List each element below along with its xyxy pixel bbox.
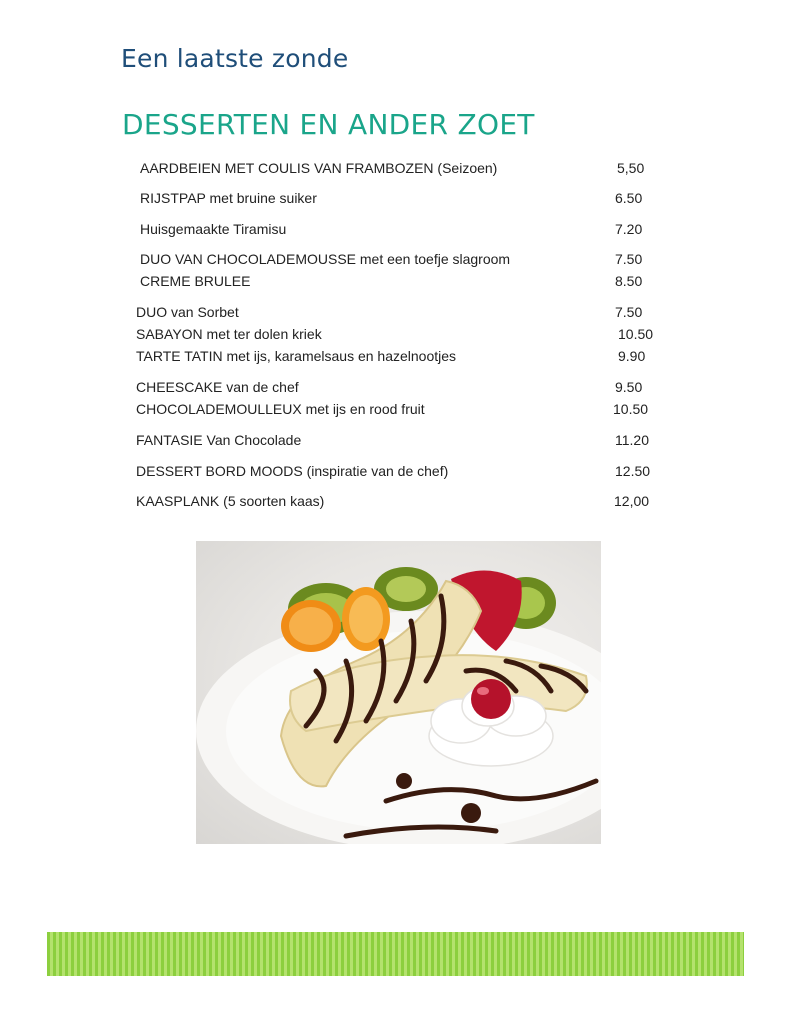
menu-item-name: RIJSTPAP met bruine suiker bbox=[140, 190, 317, 206]
menu-item-name: CREME BRULEE bbox=[140, 273, 251, 289]
menu-item-price: 9.90 bbox=[618, 348, 646, 364]
menu-item-name: DUO VAN CHOCOLADEMOUSSE met een toefje slagroom bbox=[140, 251, 511, 267]
decorative-stripe-bar bbox=[47, 932, 744, 976]
menu-item-price: 12.50 bbox=[615, 463, 651, 479]
menu-item-price: 10.50 bbox=[613, 401, 649, 417]
dessert-photo bbox=[196, 541, 601, 844]
menu-item-price: 8.50 bbox=[615, 273, 643, 289]
menu-item-name: SABAYON met ter dolen kriek bbox=[136, 326, 322, 342]
menu-item-price: 7.20 bbox=[615, 221, 643, 237]
menu-item-price: 7.50 bbox=[615, 251, 643, 267]
menu-item-price: 11.20 bbox=[615, 432, 649, 448]
cherry bbox=[471, 679, 511, 719]
banana-dessert-illustration bbox=[196, 541, 601, 844]
menu-item-name: FANTASIE Van Chocolade bbox=[136, 432, 302, 448]
page-subtitle: Een laatste zonde bbox=[121, 44, 349, 73]
menu-item-price: 10.50 bbox=[618, 326, 654, 342]
chocolate-drop bbox=[461, 803, 481, 823]
menu-item-name: KAASPLANK (5 soorten kaas) bbox=[136, 493, 325, 509]
chocolate-drop bbox=[396, 773, 412, 789]
menu-item-price: 12,00 bbox=[614, 493, 650, 509]
section-heading: DESSERTEN EN ANDER ZOET bbox=[122, 108, 535, 141]
menu-item-name: TARTE TATIN met ijs, karamelsaus en hazelnootjes bbox=[136, 348, 457, 364]
menu-item-price: 5,50 bbox=[617, 160, 645, 176]
menu-item-price: 6.50 bbox=[615, 190, 643, 206]
menu-item-name: CHEESCAKE van de chef bbox=[136, 379, 299, 395]
menu-item-name: DESSERT BORD MOODS (inspiratie van de chef) bbox=[136, 463, 449, 479]
menu-item-name: DUO van Sorbet bbox=[136, 304, 239, 320]
menu-item-name: Huisgemaakte Tiramisu bbox=[140, 221, 287, 237]
menu-item-price: 7.50 bbox=[615, 304, 643, 320]
menu-item-name: CHOCOLADEMOULLEUX met ijs en rood fruit bbox=[136, 401, 425, 417]
menu-item-name: AARDBEIEN MET COULIS VAN FRAMBOZEN (Seizoen) bbox=[140, 160, 498, 176]
menu-item-price: 9.50 bbox=[615, 379, 643, 395]
